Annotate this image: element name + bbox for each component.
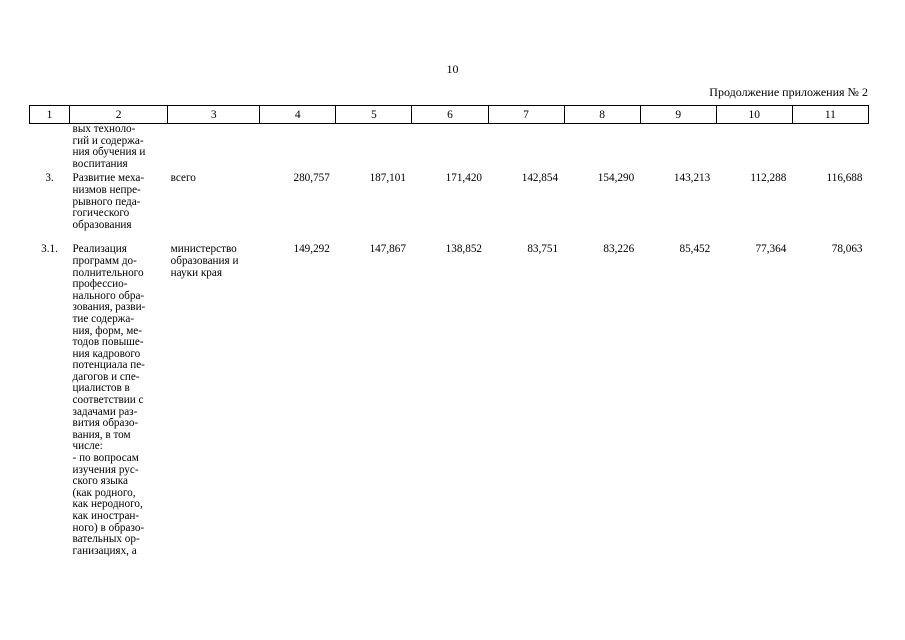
row-value: 154,290 xyxy=(597,172,635,185)
row-value: 142,854 xyxy=(521,172,559,185)
row-source: министерство образования и науки края xyxy=(170,243,239,279)
column-header: 3 xyxy=(168,106,260,124)
row-value: 77,364 xyxy=(755,243,787,256)
row-source: всего xyxy=(170,172,196,185)
row-number xyxy=(30,124,70,171)
column-header: 7 xyxy=(488,106,564,124)
row-name: Реализация программ до- полнительного профессио- нального обра- зования, разви- тие содержа- ния, форм, ме- тодов повыше- ния кадрового потенциала пе- дагогов и спе- циалистов в соответствии с задачами раз- вития образо- вания, в том числе: - по вопросам изучения рус- ского языка (как родного, как неродного, как иностран- ного) в образо- вательных ор- ганизациях, а xyxy=(72,243,146,557)
header-row xyxy=(30,106,869,124)
row-value: 143,213 xyxy=(673,172,711,185)
appendix-table xyxy=(29,105,869,569)
column-header: 1 xyxy=(30,106,70,124)
page-number: 10 xyxy=(446,62,459,76)
row-value: 149,292 xyxy=(293,243,330,256)
row-value: 147,867 xyxy=(369,243,406,256)
table-row xyxy=(30,124,869,171)
row-value: 116,688 xyxy=(826,172,863,185)
row-value xyxy=(792,124,868,171)
column-header: 10 xyxy=(716,106,792,124)
row-value xyxy=(412,124,488,171)
row-value: 138,852 xyxy=(445,243,482,256)
row-value: 112,288 xyxy=(750,172,787,185)
row-value: 85,452 xyxy=(679,243,711,256)
row-value xyxy=(640,124,716,171)
row-value: 171,420 xyxy=(445,172,482,185)
column-header: 8 xyxy=(564,106,640,124)
table-row xyxy=(30,170,869,244)
row-value xyxy=(260,124,336,171)
row-value xyxy=(488,124,564,171)
column-header: 11 xyxy=(792,106,868,124)
row-source xyxy=(168,124,260,171)
row-value xyxy=(336,124,412,171)
row-value xyxy=(564,124,640,171)
column-header: 4 xyxy=(260,106,336,124)
row-value: 83,226 xyxy=(603,243,635,256)
row-name: Развитие меха- низмов непре- рывного педа- гогического образования xyxy=(72,172,145,231)
row-value: 187,101 xyxy=(369,172,406,185)
row-number: 3.1. xyxy=(41,243,58,256)
continuation-label: Продолжение приложения № 2 xyxy=(709,85,868,99)
column-header: 6 xyxy=(412,106,488,124)
column-header: 9 xyxy=(640,106,716,124)
column-header: 2 xyxy=(70,106,168,124)
row-value xyxy=(716,124,792,171)
table-row xyxy=(30,244,869,569)
row-value: 78,063 xyxy=(831,243,863,256)
column-header: 5 xyxy=(336,106,412,124)
row-value: 280,757 xyxy=(293,172,330,185)
row-name: вых техноло- гий и содержа- ния обучения и воспитания xyxy=(72,123,146,170)
row-number: 3. xyxy=(45,172,54,185)
row-value: 83,751 xyxy=(527,243,559,256)
